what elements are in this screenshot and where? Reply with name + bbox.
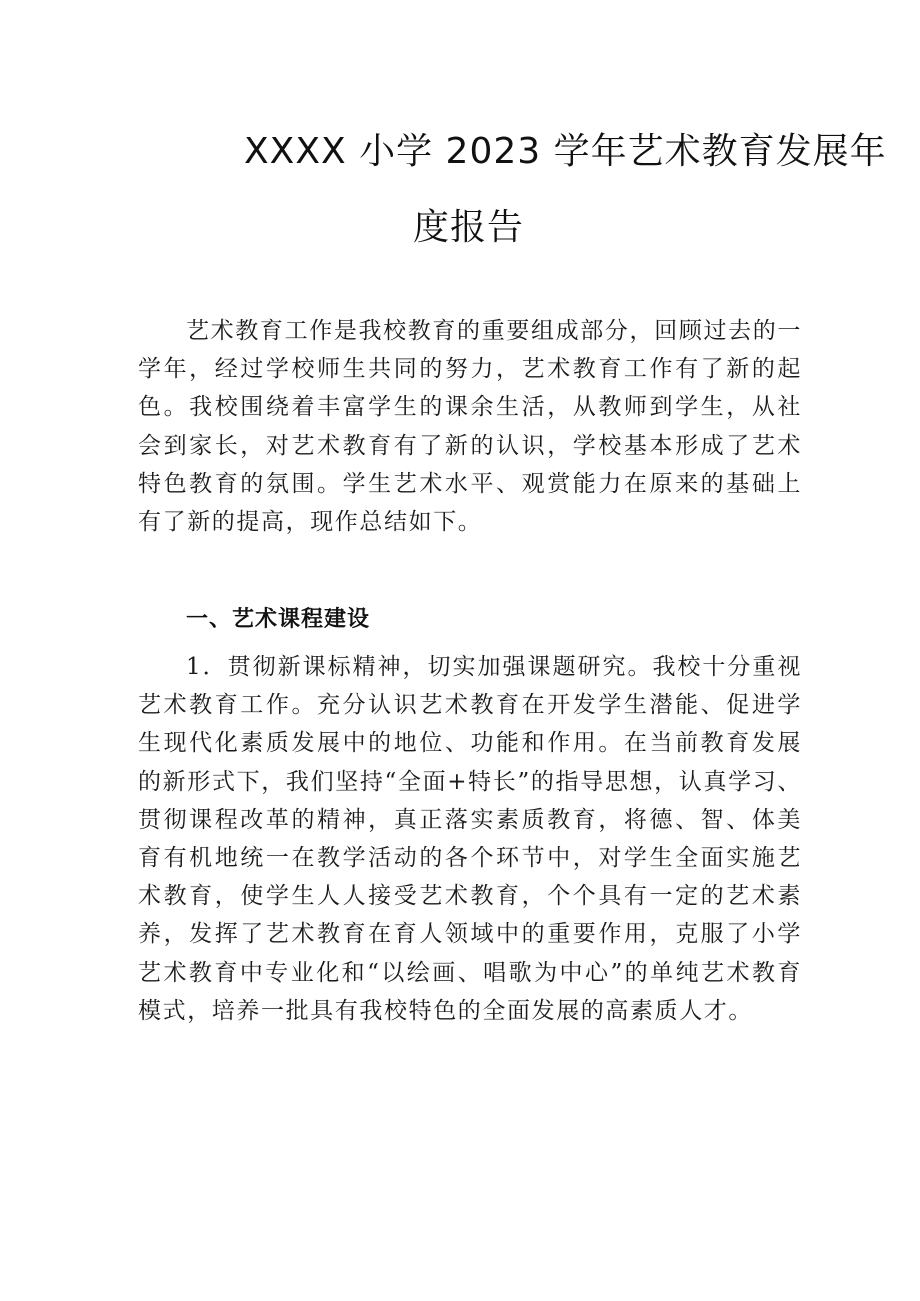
intro-paragraph-block	[138, 312, 802, 541]
intro-paragraph: 艺术教育工作是我校教育的重要组成部分，回顾过去的一学年，经过学校师生共同的努力，艺术教育工作有了新的起色。我校围绕着丰富学生的课余生活，从教师到学生，从社会到家长，对艺术教育有了新的认识，学校基本形成了艺术特色教育的氛围。学生艺术水平、观赏能力在原来的基础上有了新的提高，现作总结如下。	[138, 318, 802, 536]
document-title-line-2: 度报告	[413, 207, 525, 248]
section-1-paragraph: 1．贯彻新课标精神，切实加强课题研究。我校十分重视艺术教育工作。充分认识艺术教育在开发学生潜能、促进学生现代化素质发展中的地位、功能和作用。在当前教育发展的新形式下，我们坚持“全面+特长”的指导思想，认真学习、贯彻课程改革的精神，真正落实素质教育，将德、智、体美育有机地统一在教学活动的各个环节中，对学生全面实施艺术教育，使学生人人接受艺术教育，个个具有一定的艺术素养，发挥了艺术教育在育人领域中的重要作用，克服了小学艺术教育中专业化和“以绘画、唱歌为中心”的单纯艺术教育模式，培养一批具有我校特色的全面发展的高素质人才。	[138, 654, 802, 1024]
section-heading-art-curriculum: 一、艺术课程建设	[186, 607, 371, 632]
document-title-line-1: XXXX 小学 2023 学年艺术教育发展年	[244, 131, 887, 172]
section-1-paragraph-block	[138, 648, 802, 1030]
